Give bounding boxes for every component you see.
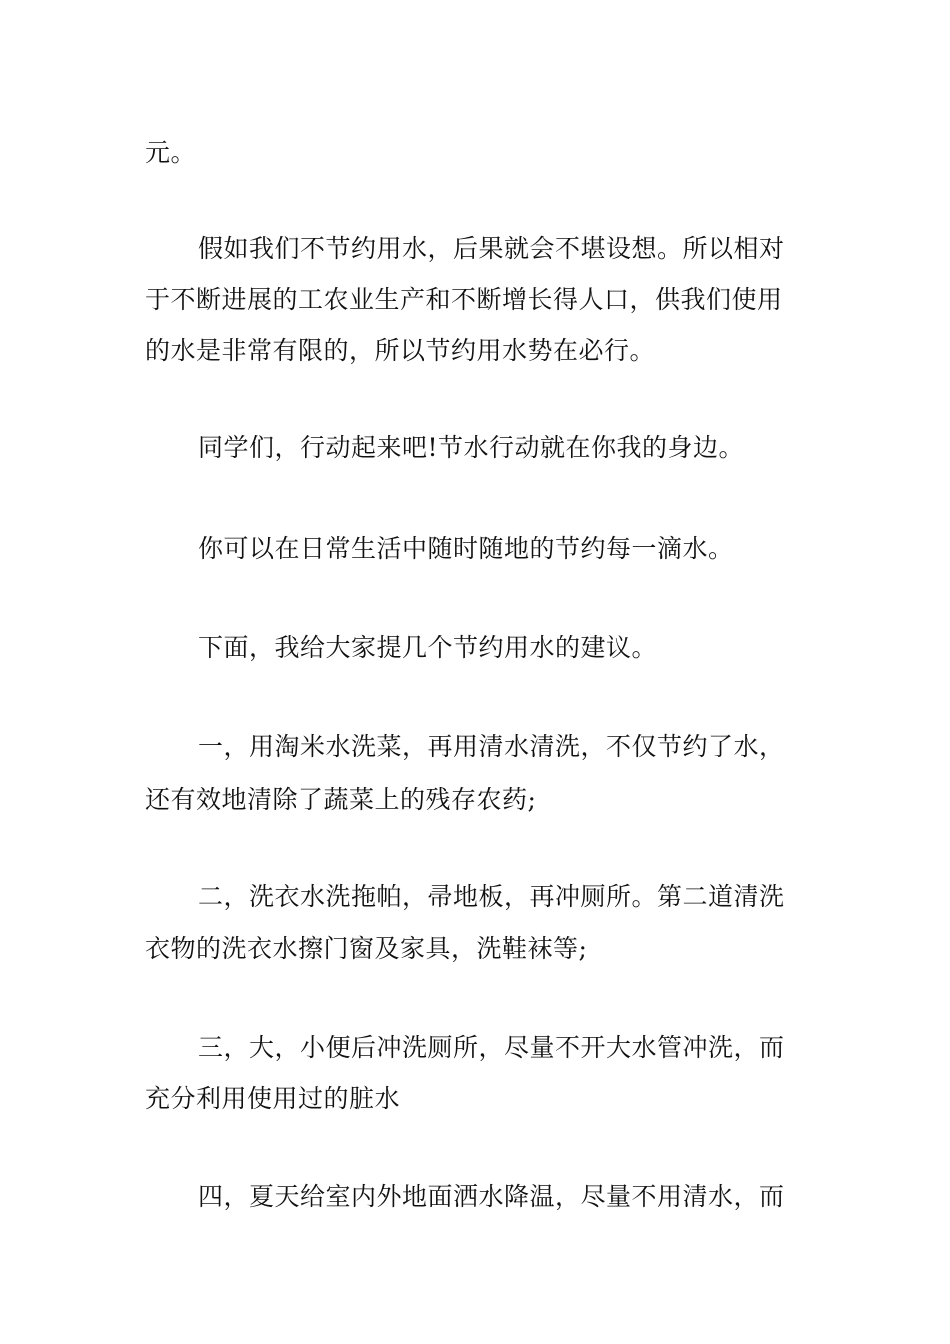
paragraph-line: 四，夏天给室内外地面洒水降温，尽量不用清水，而 xyxy=(198,1182,785,1211)
paragraph-line: 元。 xyxy=(145,138,197,167)
paragraph-line: 下面，我给大家提几个节约用水的建议。 xyxy=(198,633,658,662)
paragraph-line: 还有效地清除了蔬菜上的残存农药; xyxy=(145,785,537,814)
paragraph-line: 一，用淘米水洗菜，再用清水清洗，不仅节约了水， xyxy=(198,732,785,761)
paragraph-line: 充分利用使用过的脏水 xyxy=(145,1084,401,1113)
paragraph-line: 二，洗衣水洗拖帕，帚地板，再冲厕所。第二道清洗 xyxy=(198,882,785,911)
paragraph-line: 的水是非常有限的，所以节约用水势在必行。 xyxy=(145,336,656,365)
paragraph-line: 你可以在日常生活中随时随地的节约每一滴水。 xyxy=(198,534,734,563)
paragraph-line: 三，大，小便后冲洗厕所，尽量不开大水管冲洗，而 xyxy=(198,1033,785,1062)
paragraph-line: 同学们，行动起来吧!节水行动就在你我的身边。 xyxy=(198,433,745,462)
paragraph-line: 衣物的洗衣水擦门窗及家具，洗鞋袜等; xyxy=(145,934,588,963)
paragraph-line: 于不断进展的工农业生产和不断增长得人口，供我们使用 xyxy=(145,285,783,314)
paragraph-line: 假如我们不节约用水，后果就会不堪设想。所以相对 xyxy=(198,234,785,263)
